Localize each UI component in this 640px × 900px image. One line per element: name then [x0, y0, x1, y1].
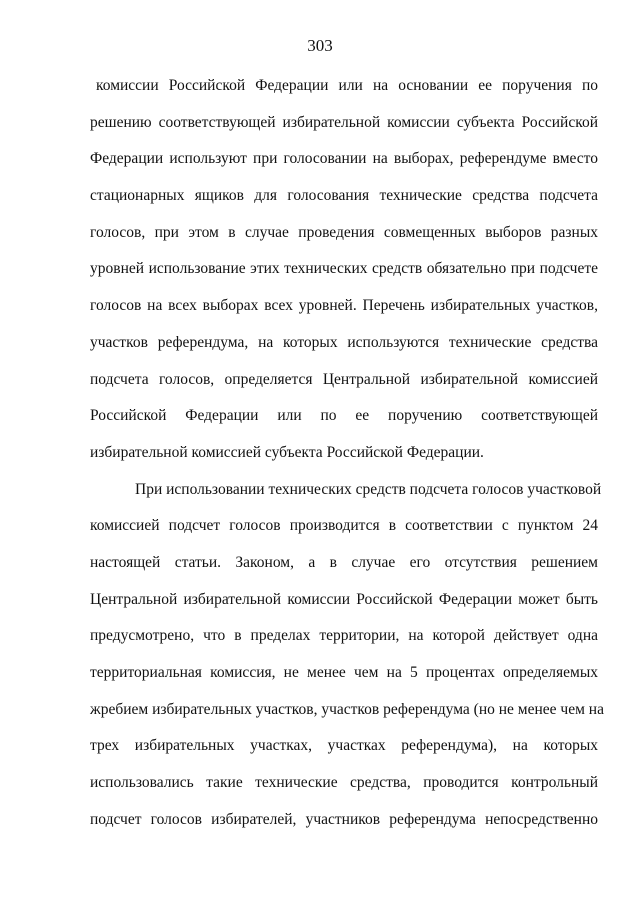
paragraph-1 [90, 72, 598, 476]
text-line: комиссией подсчет голосов производится в соответствии с пунктом 24 [90, 517, 598, 535]
text-line: голосов на всех выборах всех уровней. Перечень избирательных участков, [90, 297, 598, 315]
page-number: 303 [307, 36, 333, 55]
text-line: участков референдума, на которых используются технические средства [90, 333, 598, 351]
text-line: использовались такие технические средства, проводится контрольный [90, 774, 598, 792]
text-line: настоящей статьи. Законом, а в случае его отсутствия решением [90, 553, 598, 571]
text-line: уровней использование этих технических средств обязательно при подсчете [90, 260, 598, 278]
text-line: решению соответствующей избирательной комиссии субъекта Российской [90, 113, 598, 131]
text-line: предусмотрено, что в пределах территории, на которой действует одна [90, 627, 598, 645]
text-line: Российской Федерации или по ее поручению соответствующей [90, 407, 598, 425]
text-line: территориальная комиссия, не менее чем на 5 процентах определяемых [90, 664, 598, 681]
text-line: трех избирательных участках, участках референдума), на которых [90, 737, 598, 755]
text-line: Федерации используют при голосовании на выборах, референдуме вместо [90, 150, 598, 168]
text-line: Центральной избирательной комиссии Российской Федерации может быть [90, 590, 598, 608]
document-body [90, 72, 604, 842]
text-line: подсчет голосов избирателей, участников референдума непосредственно [90, 810, 598, 828]
paragraph-2 [90, 476, 604, 843]
text-line: стационарных ящиков для голосования технические средства подсчета [90, 187, 598, 205]
text-line: подсчета голосов, определяется Центральной избирательной комиссией [90, 370, 598, 388]
text-line: При использовании технических средств подсчета голосов участковой [135, 480, 602, 498]
text-line: жребием избирательных участков, участков референдума (но не менее чем на [90, 700, 604, 718]
text-line: избирательной комиссией субъекта Российской Федерации. [90, 443, 484, 461]
text-line: голосов, при этом в случае проведения совмещенных выборов разных [90, 223, 598, 241]
text-line: комиссии Российской Федерации или на основании ее поручения по [96, 77, 598, 94]
